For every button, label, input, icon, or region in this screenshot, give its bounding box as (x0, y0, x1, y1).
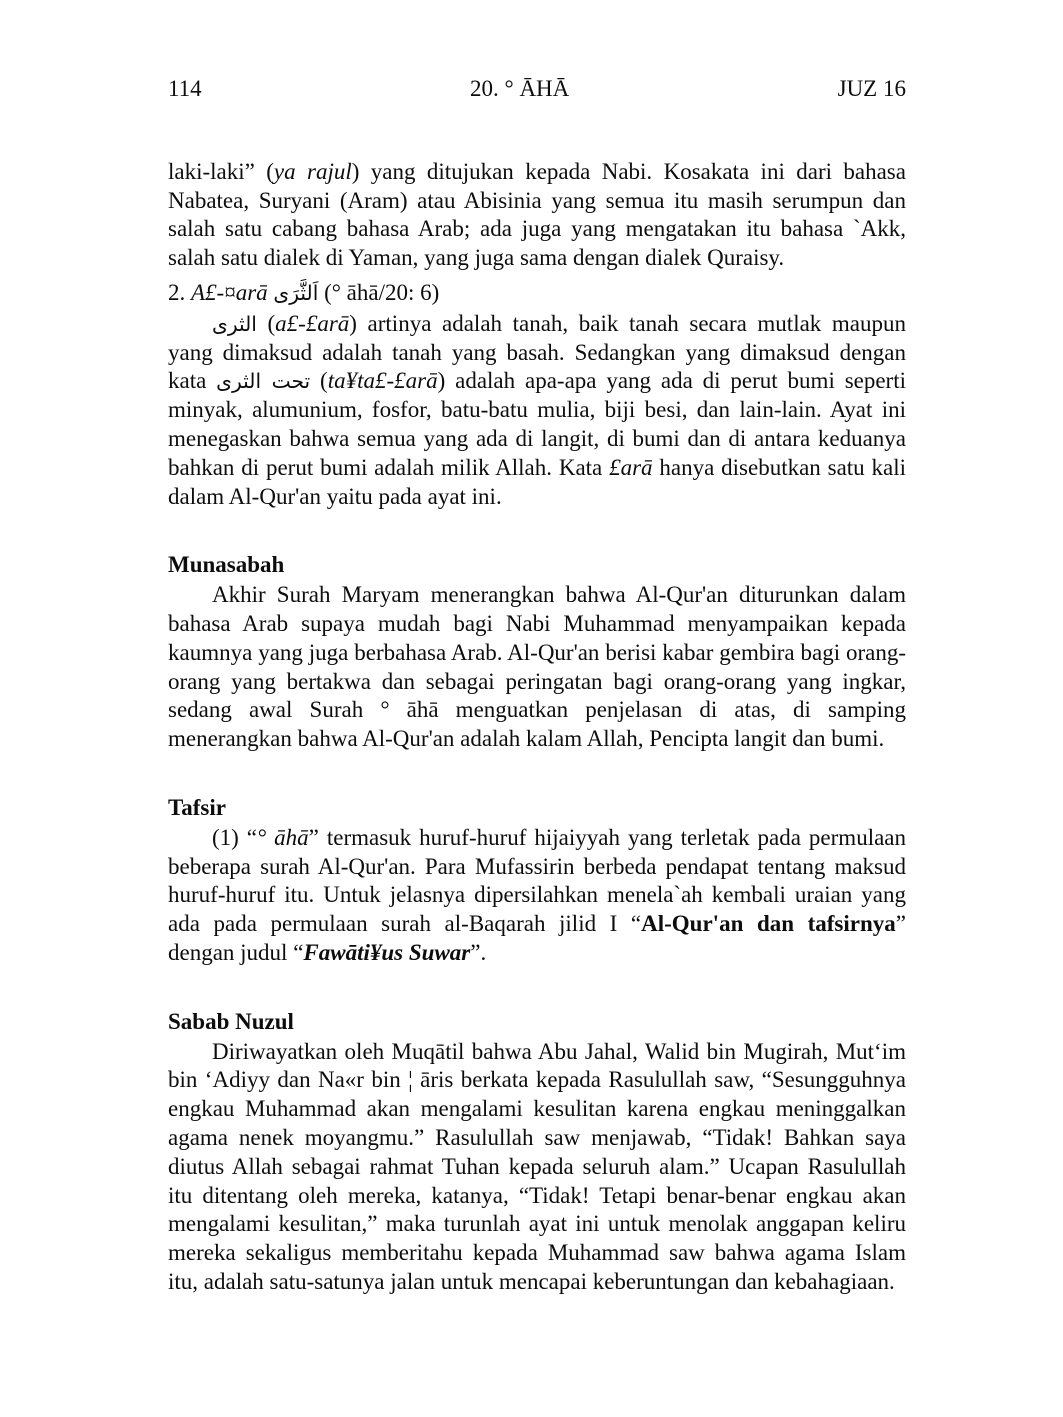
subitem-as-sara: 2. A£-¤arā اَلثَّرَى (° āhā/20: 6) (168, 279, 440, 305)
paragraph-sabab-nuzul: Diriwayatkan oleh Muqātil bahwa Abu Jahal, Walid bin Mugirah, Mut‘im bin ‘Adiyy dan Na«r bin ¦ āris berkata kepada Rasulullah saw, “Sesungguhnya engkau Muhammad akan mengalami kesulitan karena engkau meninggalkan agama nenek moyangmu.” Rasulullah saw menjawab, “Tidak! Bahkan saya diutus Allah sebagai rahmat Tuhan kepada seluruh alam.” Ucapan Rasulullah itu ditentang oleh mereka, katanya, “Tidak! Tetapi benar-benar engkau akan mengalami kesulitan,” maka turunlah ayat ini untuk menolak anggapan keliru mereka sekaligus memberitahu kepada Muhammad saw bahwa agama Islam itu, adalah satu-satunya jalan untuk mencapai keberuntungan dan kebahagiaan. (168, 1038, 906, 1294)
paragraph-munasabah: Akhir Surah Maryam menerangkan bahwa Al-Qur'an diturunkan dalam bahasa Arab supaya mudah bagi Nabi Muhammad menyampaikan kepada kaumnya yang juga berbahasa Arab. Al-Qur'an berisi kabar gembira bagi orang-orang yang bertakwa dan sebagai peringatan bagi orang-orang yang ingkar, sedang awal Surah ° āhā menguatkan penjelasan di atas, di samping menerangkan bahwa Al-Qur'an adalah kalam Allah, Pencipta langit dan bumi. (168, 582, 906, 752)
surah-title: 20. ° ĀHĀ (470, 76, 570, 101)
paragraph-as-sara: الثرى (a£-£arā) artinya adalah tanah, baik tanah secara mutlak maupun yang dimaksud adalah tanah yang basah. Sedangkan yang dimaksud dengan kata تحت الثرى (ta¥ta£-£arā) adalah apa-apa yang ada di perut bumi seperti minyak, alumunium, fosfor, batu-batu mulia, biji besi, dan lain-lain. Ayat ini menegaskan bahwa semua yang ada di langit, di bumi dan di antara keduanya bahkan di perut bumi adalah milik Allah. Kata £arā hanya disebutkan satu kali dalam Al-Qur'an yaitu pada ayat ini. (168, 310, 907, 509)
juz-label: JUZ 16 (837, 76, 906, 101)
heading-sabab-nuzul: Sabab Nuzul (168, 1008, 294, 1034)
heading-tafsir: Tafsir (168, 794, 226, 820)
paragraph-tafsir: (1) “° āhā” termasuk huruf-huruf hijaiyyah yang terletak pada permulaan beberapa surah Al-Qur'an. Para Mufassirin berbeda pendapat tentang maksud huruf-huruf itu. Untuk jelasnya dipersilahkan menela`ah kembali uraian yang ada pada permulaan surah al-Baqarah jilid I “Al-Qur'an dan tafsirnya” dengan judul “Fawāti¥us Suwar”. (168, 824, 906, 965)
running-header (168, 75, 906, 104)
page-number: 114 (168, 76, 202, 101)
heading-munasabah: Munasabah (168, 552, 285, 578)
body-text (168, 158, 906, 1297)
page-content (168, 75, 906, 1297)
paragraph-laki-laki: laki-laki” (ya rajul) yang ditujukan kepada Nabi. Kosakata ini dari bahasa Nabatea, Suryani (Aram) atau Abisinia yang semua itu masih serumpun dan salah satu cabang bahasa Arab; ada juga yang mengatakan itu bahasa `Akk, salah satu dialek di Yaman, yang juga sama dengan dialek Quraisy. (168, 158, 906, 271)
